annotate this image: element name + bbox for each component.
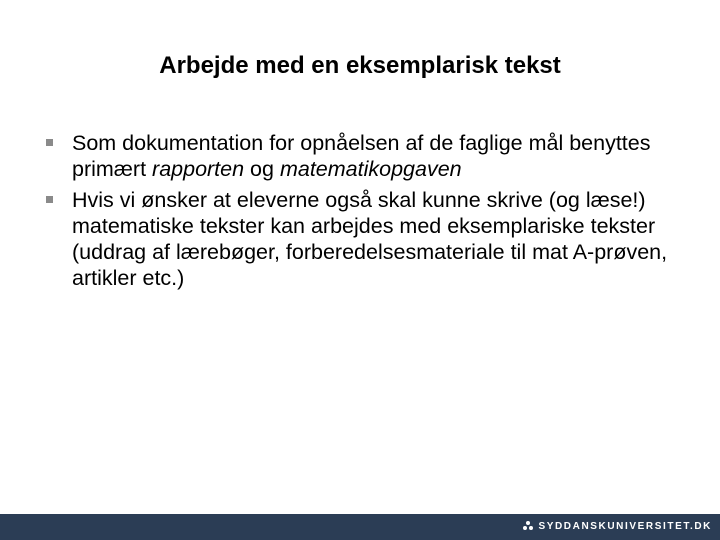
slide-title: Arbejde med en eksemplarisk tekst (159, 52, 561, 79)
bullet-text: Som dokumentation for opnåelsen af de faglige mål benyttes primært (72, 131, 651, 181)
bullet-emphasis: matematikopgaven (279, 157, 462, 181)
sdu-logo-icon (522, 520, 534, 532)
footer-bar (0, 514, 720, 540)
bullet-marker-icon (46, 196, 53, 203)
bullet-emphasis: rapporten (152, 157, 245, 181)
bullet-marker-icon (46, 139, 53, 146)
logo-text: SYDDANSKUNIVERSITET.DK (538, 520, 712, 532)
bullet-list (46, 130, 686, 296)
university-logo (522, 520, 712, 532)
bullet-text: og (244, 157, 280, 181)
bullet-item (46, 187, 686, 291)
bullet-text: Hvis vi ønsker at eleverne også skal kunne skrive (og læse!) matematiske tekster kan arbejdes med eksemplariske tekster (uddrag af lærebøger, forberedelsesmateriale til mat A-prøven, artikler etc.) (72, 188, 668, 290)
bullet-item (46, 130, 686, 182)
